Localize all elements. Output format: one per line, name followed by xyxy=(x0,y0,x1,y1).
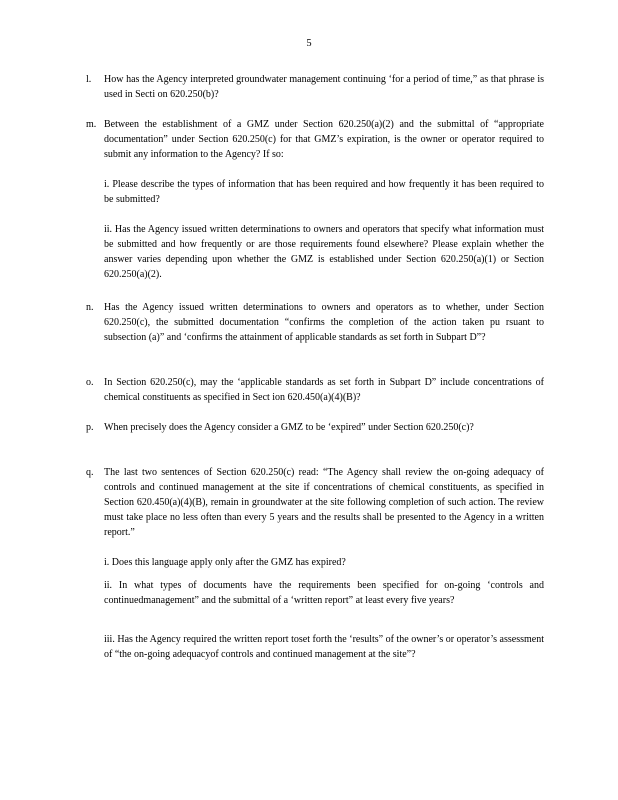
item-text: The last two sentences of Section 620.250(c) read: “The Agency shall review the on-going adequacy of controls and continued management at the site if concentrations of chemical constituents, as specified in Section 620.450(a)(4)(B), remain in groundwater at the site following completion of such action. The review must take place no less often than every 5 years and the results shall be presented to the Agency in a written report.” xyxy=(104,467,544,538)
item-text: Has the Agency issued written determinations to owners and operators as to whether, under Section 620.250(c), the submitted documentation “confirms the completion of the action taken pu rsuant to subsection (a)” and ‘confirms the attainment of applicable standards as set forth in Subpart D”? xyxy=(104,302,544,343)
item-letter: m. xyxy=(86,119,97,130)
question-m xyxy=(86,117,544,162)
item-letter: q. xyxy=(86,467,94,478)
question-q-sub-i: i. Does this language apply only after the GMZ has expired? xyxy=(104,557,346,568)
question-m-sub-i: i. Please describe the types of information that has been required and how frequently it has been required to be submitted? xyxy=(104,179,544,205)
question-n xyxy=(86,300,544,345)
question-q-sub-iii: iii. Has the Agency required the written report toset forth the ‘results” of the owner’s or operator’s assessment of “the on-going adequacyof controls and continued management at the site”? xyxy=(104,634,544,660)
page-number: 5 xyxy=(306,38,312,49)
item-letter: p. xyxy=(86,422,94,433)
question-o xyxy=(86,375,544,405)
question-q-sub-ii: ii. In what types of documents have the requirements been specified for on-going ‘controls and continuedmanagement” and the submittal of a ‘written report” at least every five years? xyxy=(104,580,544,606)
item-letter: o. xyxy=(86,377,94,388)
question-m-sub-ii: ii. Has the Agency issued written determinations to owners and operators that specify what information must be submitted and how frequently or are those requirements found elsewhere? Please explain whether the answer varies depending upon whether the GMZ is established under Section 620.250(a)(1) or Section 620.250(a)(2). xyxy=(104,224,544,280)
question-l xyxy=(86,72,544,102)
item-text: Between the establishment of a GMZ under Section 620.250(a)(2) and the submittal of “appropriate documentation” under Section 620.250(c) for that GMZ’s expiration, is the owner or operator required to submit any information to the Agency? If so: xyxy=(104,119,544,160)
question-p xyxy=(86,420,544,435)
item-text: How has the Agency interpreted groundwater management continuing ‘for a period of time,” as that phrase is used in Secti on 620.250(b)? xyxy=(104,74,544,100)
item-text: In Section 620.250(c), may the ‘applicable standards as set forth in Subpart D” include concentrations of chemical constituents as specified in Sect ion 620.450(a)(4)(B)? xyxy=(104,377,544,403)
item-letter: n. xyxy=(86,302,94,313)
item-letter: l. xyxy=(86,74,92,85)
question-q xyxy=(86,465,544,540)
item-text: When precisely does the Agency consider a GMZ to be ‘expired” under Section 620.250(c)? xyxy=(104,422,474,433)
